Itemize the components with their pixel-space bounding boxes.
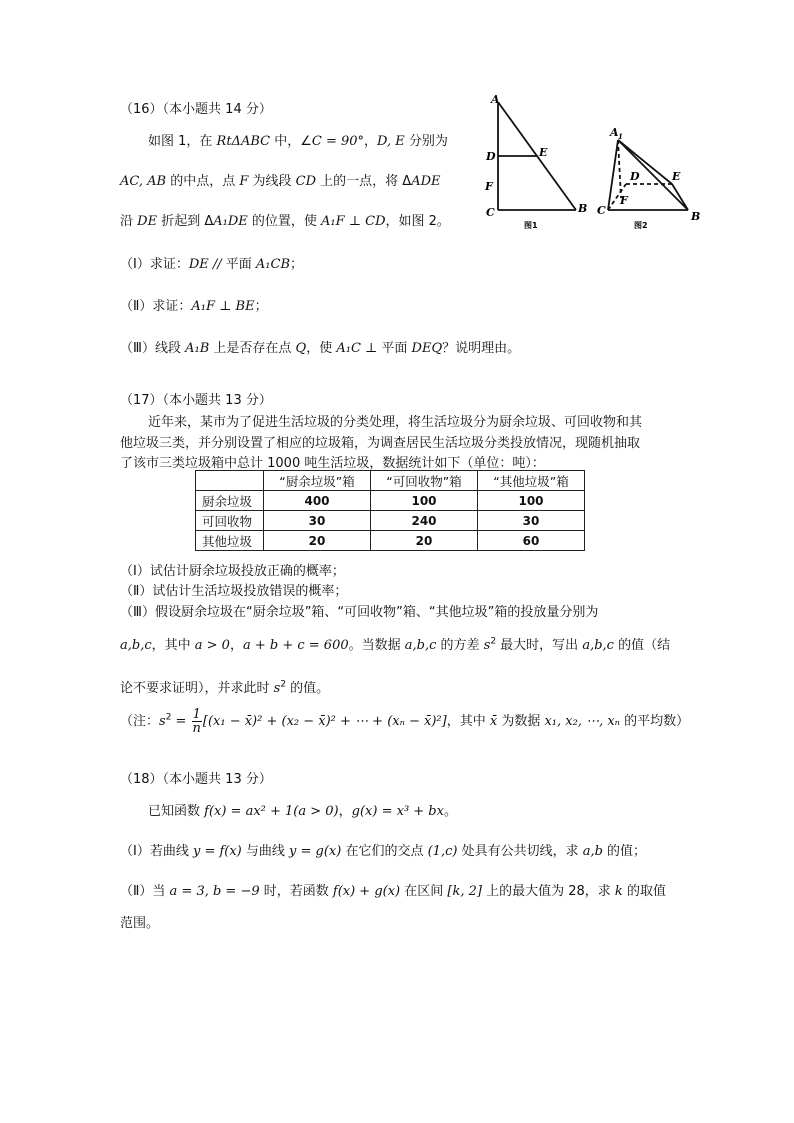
- q17-part3-line1: （Ⅲ）假设厨余垃圾在“厨余垃圾”箱、“可回收物”箱、“其他垃圾”箱的投放量分别为: [120, 605, 599, 620]
- q17-para1: 近年来，某市为了促进生活垃圾的分类处理，将生活垃圾分为厨余垃圾、可回收物和其: [148, 415, 643, 430]
- fig2-label-a1-sub: 1: [618, 132, 623, 141]
- table-row: [196, 531, 585, 551]
- table-cell: 20: [264, 531, 371, 551]
- q16-part1: （Ⅰ）求证：DE // 平面 A₁CB；: [120, 257, 304, 272]
- table-header-cell: “可回收物”箱: [371, 471, 478, 491]
- q17-header: （17）（本小题共 13 分）: [120, 393, 272, 408]
- q16-part3: （Ⅲ）线段 A₁B 上是否存在点 Q，使 A₁C ⊥ 平面 DEQ？说明理由。: [120, 341, 521, 356]
- fig2-label-b: B: [691, 210, 701, 223]
- q18-part2: （Ⅱ）当 a = 3, b = −9 时，若函数 f(x) + g(x) 在区间 [k, 2] 上的最大值为 28，求 k 的取值: [120, 884, 666, 899]
- table-row-label: 厨余垃圾: [196, 491, 264, 511]
- q18-given: 已知函数 f(x) = ax² + 1(a > 0)，g(x) = x³ + bx。: [148, 804, 457, 819]
- fig1-label-b: B: [578, 202, 588, 215]
- q16-header: （16）（本小题共 14 分）: [120, 102, 272, 117]
- fig1-label-f: F: [485, 180, 493, 193]
- table-cell: 240: [371, 511, 478, 531]
- q16-part2: （Ⅱ）求证：A₁F ⊥ BE；: [120, 299, 268, 314]
- q17-data-table: [195, 470, 585, 551]
- fig1-caption: 图1: [524, 221, 538, 230]
- q16-line2: AC, AB 的中点，点 F 为线段 CD 上的一点，将 ΔADE: [120, 174, 441, 189]
- table-header-cell: “其他垃圾”箱: [478, 471, 585, 491]
- table-row: [196, 491, 585, 511]
- fig1-label-e: E: [539, 146, 548, 159]
- table-cell: 30: [264, 511, 371, 531]
- q17-variance-note: （注：$s^2$ = $\frac{1}{n}$ [(x₁ − x̄)² + (x₂ − x̄)² + ⋯ + (xₙ − x̄)²]，其中 x̄ 为数据 x₁, x₂, ⋯, xₙ 的平均数）: [120, 707, 690, 736]
- fig2-caption: 图2: [634, 221, 648, 230]
- table-cell: 100: [371, 491, 478, 511]
- table-cell: 100: [478, 491, 585, 511]
- table-header-cell: [196, 471, 264, 491]
- q17-part3-line2: a,b,c，其中 a > 0，a + b + c = 600。当数据 a,b,c 的方差 $s^2$ 最大时，写出 a,b,c 的值（结: [120, 636, 671, 653]
- table-cell: 30: [478, 511, 585, 531]
- table-header-cell: “厨余垃圾”箱: [264, 471, 371, 491]
- q16-line1: 如图 1，在 RtΔABC 中，∠C = 90°，D, E 分别为: [148, 134, 448, 149]
- table-cell: 20: [371, 531, 478, 551]
- fig1-label-d: D: [486, 150, 496, 163]
- table-cell: 400: [264, 491, 371, 511]
- q18-part1: （Ⅰ）若曲线 y = f(x) 与曲线 y = g(x) 在它们的交点 (1,c) 处具有公共切线，求 a,b 的值；: [120, 844, 647, 859]
- q17-para3: 了该市三类垃圾箱中总计 1000 吨生活垃圾，数据统计如下（单位：吨）：: [120, 456, 545, 471]
- table-header-row: [196, 471, 585, 491]
- fig1-label-a: A: [491, 93, 500, 106]
- table-row: [196, 511, 585, 531]
- q17-part2: （Ⅱ）试估计生活垃圾投放错误的概率；: [120, 584, 348, 599]
- fig1-label-c: C: [486, 206, 495, 219]
- figure-2-folded: [594, 122, 704, 234]
- table-row-label: 可回收物: [196, 511, 264, 531]
- q16-line3: 沿 DE 折起到 ΔA₁DE 的位置，使 A₁F ⊥ CD，如图 2。: [120, 214, 450, 229]
- fig2-label-d: D: [630, 170, 640, 183]
- q17-part3-line3: 论不要求证明），并求此时 $s^2$ 的值。: [120, 679, 330, 696]
- q18-header: （18）（本小题共 13 分）: [120, 772, 272, 787]
- q18-part2-line2: 范围。: [120, 916, 160, 931]
- fig2-label-f: F: [620, 194, 628, 207]
- fig2-label-e: E: [672, 170, 681, 183]
- q17-para2: 他垃圾三类，并分别设置了相应的垃圾箱，为调查居民生活垃圾分类投放情况，现随机抽取: [120, 436, 641, 451]
- q17-part1: （Ⅰ）试估计厨余垃圾投放正确的概率；: [120, 564, 345, 579]
- fig2-label-c: C: [597, 204, 606, 217]
- fig2-label-a1: A: [610, 126, 619, 139]
- table-row-label: 其他垃圾: [196, 531, 264, 551]
- figure-1-triangle: [482, 90, 592, 235]
- table-cell: 60: [478, 531, 585, 551]
